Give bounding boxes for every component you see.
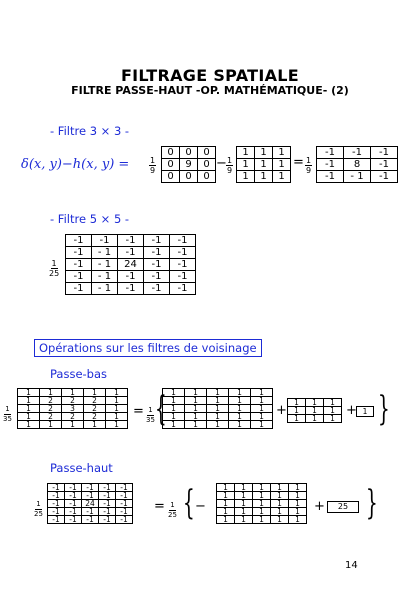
matrix-row [162,171,216,183]
filter3-frac-1 [149,156,156,175]
matrix-cell: 1 [163,389,185,397]
frac-num: 1 [170,501,175,509]
matrix-cell: -1 [66,235,92,247]
matrix-cell: 1 [324,399,342,407]
matrix-cell: -1 [116,492,133,500]
matrix-cell: 1 [229,413,251,421]
matrix-cell: -1 [48,484,65,492]
matrix-cell: 1 [306,415,324,423]
matrix-row [48,516,133,524]
passe-bas-ones5-matrix [162,388,273,429]
passe-haut-single: 25 [327,501,359,513]
matrix-cell: 1 [271,484,289,492]
matrix-cell: -1 [65,500,82,508]
matrix-cell: 1 [289,484,307,492]
passe-bas-frac-1 [2,405,13,424]
matrix-cell: - 1 [92,283,118,295]
matrix-cell: 1 [207,389,229,397]
passe-haut-ones5-matrix [216,483,307,524]
matrix-cell: 1 [255,159,273,171]
matrix-cell: 1 [251,405,273,413]
matrix-cell: 1 [288,399,306,407]
filter3-label: - Filtre 3 × 3 - [50,124,130,138]
filter3-ones-matrix [236,146,291,183]
matrix-cell: -1 [66,259,92,271]
matrix-row [66,259,196,271]
matrix-cell: 1 [217,492,235,500]
filter5-label: - Filtre 5 × 5 - [50,212,130,226]
matrix-cell: 1 [106,389,128,397]
matrix-cell: -1 [317,159,344,171]
matrix-row [66,283,196,295]
matrix-cell: 1 [273,147,291,159]
passe-haut-label: Passe-haut [50,461,113,475]
frac-num: 1 [51,259,57,268]
matrix-cell: 1 [106,397,128,405]
matrix-cell: -1 [371,159,398,171]
matrix-cell: 1 [207,421,229,429]
matrix-cell: -1 [118,247,144,259]
minus-sign: − [216,156,227,171]
frac-num: 1 [5,405,10,413]
right-brace: } [377,389,390,429]
matrix-cell: 1 [235,500,253,508]
minus-sign: − [195,499,206,514]
matrix-cell: 1 [237,147,255,159]
right-brace: } [365,483,378,523]
filter3-frac-2 [226,156,233,175]
matrix-cell: 1 [253,492,271,500]
matrix-cell: 1 [217,516,235,524]
matrix-cell: 2 [62,397,84,405]
matrix-cell: -1 [48,508,65,516]
matrix-cell: 1 [271,508,289,516]
matrix-cell: 1 [207,405,229,413]
matrix-cell: -1 [371,147,398,159]
matrix-cell: 2 [84,413,106,421]
page-number: 14 [345,560,358,571]
matrix-cell: 8 [344,159,371,171]
filter3-delta-matrix [161,146,216,183]
matrix-cell: -1 [116,484,133,492]
matrix-row [317,147,398,159]
matrix-cell: -1 [344,147,371,159]
equals-sign: = [154,499,165,514]
matrix-row [18,421,128,429]
matrix-row [237,171,291,183]
matrix-cell: -1 [118,235,144,247]
matrix-cell: -1 [99,516,116,524]
plus-sign: + [346,403,357,418]
matrix-cell: 24 [118,259,144,271]
matrix-cell: -1 [317,171,344,183]
matrix-cell: - 1 [92,271,118,283]
matrix-cell: -1 [48,516,65,524]
frac-den: 25 [49,269,60,278]
matrix-row [237,159,291,171]
matrix-cell: -1 [170,271,196,283]
matrix-cell: 1 [255,147,273,159]
matrix-cell: -1 [99,508,116,516]
matrix-cell: -1 [65,508,82,516]
matrix-row [317,159,398,171]
matrix-cell: 1 [253,516,271,524]
matrix-cell: - 1 [344,171,371,183]
matrix-cell: 1 [106,405,128,413]
matrix-cell: 1 [235,508,253,516]
matrix-cell: 1 [163,421,185,429]
matrix-cell: 1 [289,516,307,524]
matrix-cell: - 1 [92,259,118,271]
matrix-row [217,516,307,524]
passe-bas-lhs-matrix [17,388,128,429]
matrix-cell: 1 [229,421,251,429]
matrix-cell: 0 [180,147,198,159]
matrix-cell: -1 [48,492,65,500]
matrix-row [66,235,196,247]
matrix-cell: 1 [235,516,253,524]
matrix-cell: 1 [185,413,207,421]
matrix-cell: 0 [198,159,216,171]
matrix-cell: 1 [163,413,185,421]
matrix-cell: 0 [198,147,216,159]
matrix-cell: -1 [170,283,196,295]
matrix-cell: 1 [40,421,62,429]
matrix-row [163,421,273,429]
matrix-cell: 1 [235,484,253,492]
matrix-cell: -1 [144,259,170,271]
matrix-cell: 1 [237,159,255,171]
matrix-cell: -1 [48,500,65,508]
matrix-cell: -1 [65,492,82,500]
plus-sign: + [314,499,325,514]
matrix-cell: 1 [62,389,84,397]
frac-num: 1 [306,156,312,165]
matrix-cell: -1 [99,500,116,508]
matrix-cell: -1 [144,271,170,283]
equals-sign: = [293,155,304,170]
matrix-cell: 0 [180,171,198,183]
matrix-cell: 1 [84,389,106,397]
matrix-cell: 1 [289,508,307,516]
matrix-cell: 1 [207,413,229,421]
frac-den: 35 [3,415,12,423]
left-brace: { [182,483,195,523]
passe-haut-frac-2 [167,501,178,520]
left-brace: { [154,389,167,429]
matrix-cell: 1 [217,500,235,508]
matrix-cell: 1 [306,407,324,415]
matrix-cell: 1 [18,421,40,429]
matrix-cell: -1 [82,492,99,500]
matrix-row [66,271,196,283]
matrix-row [162,147,216,159]
matrix-cell: 1 [271,500,289,508]
matrix-cell: -1 [82,484,99,492]
matrix-cell: 1 [289,500,307,508]
matrix-cell: 2 [62,413,84,421]
matrix-cell: 0 [198,171,216,183]
matrix-cell: 1 [40,389,62,397]
matrix-cell: 0 [162,171,180,183]
matrix-cell: -1 [66,271,92,283]
filter3-frac-3 [305,156,312,175]
matrix-cell: 1 [273,171,291,183]
operations-heading: Opérations sur les filtres de voisinage [34,339,262,357]
matrix-cell: 1 [288,407,306,415]
matrix-cell: 1 [271,492,289,500]
matrix-cell: 2 [40,397,62,405]
matrix-cell: 1 [289,492,307,500]
matrix-row [162,159,216,171]
matrix-cell: 2 [40,405,62,413]
matrix-cell: 1 [18,413,40,421]
matrix-cell: 1 [253,500,271,508]
matrix-cell: 1 [251,421,273,429]
frac-num: 1 [150,156,156,165]
matrix-cell: 1 [217,508,235,516]
matrix-cell: 1 [163,405,185,413]
filter5-matrix [65,234,196,295]
matrix-cell: 1 [255,171,273,183]
matrix-cell: -1 [116,516,133,524]
matrix-cell: 1 [106,413,128,421]
matrix-cell: 1 [229,389,251,397]
filter5-frac [48,259,60,278]
matrix-cell: -1 [65,516,82,524]
matrix-cell: 1 [235,492,253,500]
matrix-cell: 9 [180,159,198,171]
matrix-cell: 1 [251,413,273,421]
matrix-cell: -1 [144,283,170,295]
frac-num: 1 [36,500,41,508]
matrix-cell: -1 [92,235,118,247]
matrix-cell: -1 [65,484,82,492]
frac-num: 1 [227,156,233,165]
matrix-cell: 1 [185,397,207,405]
matrix-cell: 24 [82,500,99,508]
matrix-row [237,147,291,159]
matrix-cell: 1 [163,397,185,405]
matrix-cell: 1 [185,421,207,429]
matrix-cell: 1 [217,484,235,492]
matrix-cell: -1 [170,247,196,259]
matrix-cell: 2 [84,397,106,405]
matrix-cell: 1 [253,484,271,492]
matrix-cell: 1 [185,405,207,413]
matrix-cell: 1 [229,397,251,405]
matrix-cell: 1 [273,159,291,171]
matrix-cell: -1 [170,235,196,247]
matrix-cell: -1 [66,283,92,295]
matrix-cell: 2 [84,405,106,413]
matrix-cell: 1 [18,389,40,397]
matrix-cell: -1 [66,247,92,259]
matrix-cell: -1 [116,500,133,508]
matrix-cell: 2 [40,413,62,421]
frac-den: 25 [34,510,43,518]
matrix-cell: -1 [371,171,398,183]
passe-haut-frac-1 [33,500,44,519]
equals-sign: = [133,404,144,419]
matrix-cell: -1 [99,492,116,500]
matrix-row [66,247,196,259]
passe-bas-single: 1 [356,406,374,417]
matrix-cell: -1 [118,283,144,295]
matrix-cell: -1 [144,235,170,247]
passe-bas-ones3-matrix [287,398,342,423]
matrix-cell: 1 [253,508,271,516]
passe-haut-lhs-matrix [47,483,133,524]
frac-den: 9 [227,166,233,175]
matrix-cell: 0 [162,147,180,159]
matrix-cell: 1 [106,421,128,429]
frac-den: 35 [146,416,155,424]
matrix-row [317,171,398,183]
frac-den: 25 [168,511,177,519]
matrix-cell: -1 [82,516,99,524]
matrix-cell: 0 [162,159,180,171]
matrix-cell: -1 [144,247,170,259]
matrix-cell: 1 [62,421,84,429]
matrix-cell: 1 [229,405,251,413]
matrix-cell: 1 [324,407,342,415]
matrix-cell: 1 [237,171,255,183]
filter3-result-matrix [316,146,398,183]
matrix-cell: -1 [170,259,196,271]
plus-sign: + [276,403,287,418]
matrix-cell: 1 [18,405,40,413]
matrix-cell: -1 [116,508,133,516]
matrix-cell: 3 [62,405,84,413]
matrix-row [288,415,342,423]
filter3-lhs: δ(x, y)−h(x, y) = [21,157,130,172]
matrix-cell: 1 [251,389,273,397]
frac-den: 9 [306,166,312,175]
matrix-cell: 1 [207,397,229,405]
matrix-cell: 1 [288,415,306,423]
matrix-cell: 1 [306,399,324,407]
matrix-cell: 1 [324,415,342,423]
matrix-cell: -1 [82,508,99,516]
page-title: FILTRAGE SPATIALE [120,66,300,85]
matrix-cell: 1 [251,397,273,405]
frac-num: 1 [148,406,153,414]
page-subtitle: FILTRE PASSE-HAUT -OP. MATHÉMATIQUE- (2) [71,84,349,97]
matrix-cell: -1 [317,147,344,159]
matrix-cell: 1 [271,516,289,524]
matrix-cell: 1 [18,397,40,405]
passe-bas-label: Passe-bas [50,367,108,381]
matrix-cell: - 1 [92,247,118,259]
matrix-cell: -1 [118,271,144,283]
matrix-cell: -1 [99,484,116,492]
matrix-cell: 1 [84,421,106,429]
matrix-cell: 1 [185,389,207,397]
frac-den: 9 [150,166,156,175]
